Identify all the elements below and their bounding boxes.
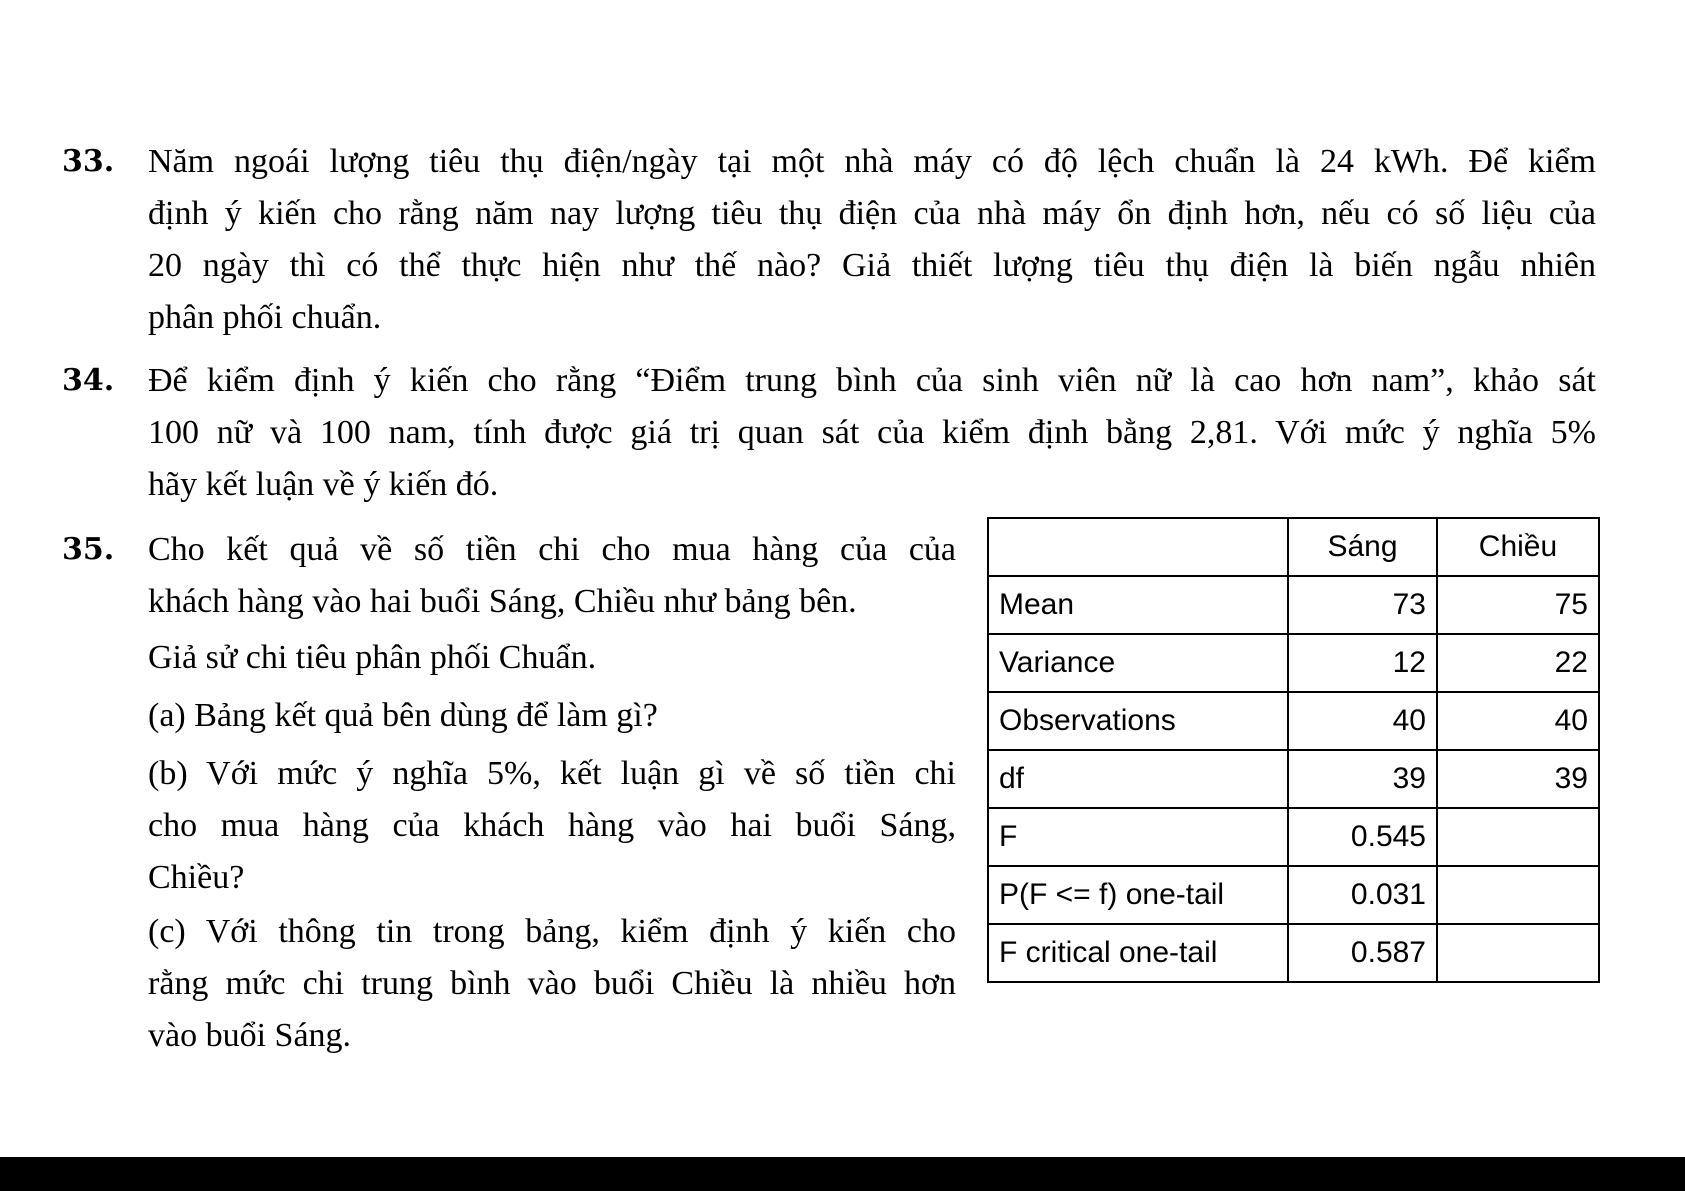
table-row xyxy=(988,750,1599,808)
cell-sang: 0.031 xyxy=(1288,866,1437,924)
table-row xyxy=(988,866,1599,924)
cell-chieu: 22 xyxy=(1437,634,1599,692)
problem-text-line: phân phối chuẩn. xyxy=(148,299,382,336)
cell-sang: 12 xyxy=(1288,634,1437,692)
table-header-row xyxy=(988,518,1599,576)
problem-number: 33. xyxy=(62,144,115,179)
problem-text-line: Chiều? xyxy=(148,859,245,896)
cell-sang: 40 xyxy=(1288,692,1437,750)
problem-text-line: cho mua hàng của khách hàng vào hai buổi Sáng, xyxy=(148,807,956,844)
problem-text-line: (a) Bảng kết quả bên dùng để làm gì? xyxy=(148,697,658,734)
problem-text-line: rằng mức chi trung bình vào buổi Chiều là nhiều hơn xyxy=(148,965,956,1002)
cell-sang: 73 xyxy=(1288,576,1437,634)
problem-text-line: 20 ngày thì có thể thực hiện như thế nào? Giả thiết lượng tiêu thụ điện là biến ngẫu nhiên xyxy=(148,247,1596,284)
cell-sang: 0.587 xyxy=(1288,924,1437,982)
cell-sang: 39 xyxy=(1288,750,1437,808)
row-label: Variance xyxy=(988,634,1288,692)
cell-chieu xyxy=(1437,808,1599,866)
table-header-cell xyxy=(988,518,1288,576)
problem-text-line: Năm ngoái lượng tiêu thụ điện/ngày tại một nhà máy có độ lệch chuẩn là 24 kWh. Để kiểm xyxy=(148,143,1596,180)
cell-chieu: 39 xyxy=(1437,750,1599,808)
row-label: df xyxy=(988,750,1288,808)
table-row xyxy=(988,576,1599,634)
row-label: Observations xyxy=(988,692,1288,750)
bottom-border xyxy=(0,1157,1685,1191)
table-header-cell: Chiều xyxy=(1437,518,1599,576)
cell-chieu: 40 xyxy=(1437,692,1599,750)
row-label: P(F <= f) one-tail xyxy=(988,866,1288,924)
row-label: F xyxy=(988,808,1288,866)
f-test-table xyxy=(987,517,1600,983)
table-row xyxy=(988,924,1599,982)
problem-number: 34. xyxy=(62,363,115,398)
table-row xyxy=(988,808,1599,866)
problem-text-line: (c) Với thông tin trong bảng, kiểm định ý kiến cho xyxy=(148,913,956,950)
problem-text-line: (b) Với mức ý nghĩa 5%, kết luận gì về số tiền chi xyxy=(148,755,956,792)
problem-text-line: khách hàng vào hai buổi Sáng, Chiều như bảng bên. xyxy=(148,583,857,620)
cell-chieu xyxy=(1437,866,1599,924)
table-row xyxy=(988,692,1599,750)
problem-text-line: vào buổi Sáng. xyxy=(148,1017,352,1054)
problem-text-line: Cho kết quả về số tiền chi cho mua hàng của của xyxy=(148,531,956,568)
problem-text-line: Giả sử chi tiêu phân phối Chuẩn. xyxy=(148,639,597,676)
table-header-cell: Sáng xyxy=(1288,518,1437,576)
problem-number: 35. xyxy=(62,532,115,567)
problem-text-line: 100 nữ và 100 nam, tính được giá trị quan sát của kiểm định bằng 2,81. Với mức ý nghĩa 5% xyxy=(148,414,1596,451)
cell-sang: 0.545 xyxy=(1288,808,1437,866)
problem-text-line: Để kiểm định ý kiến cho rằng “Điểm trung bình của sinh viên nữ là cao hơn nam”, khảo sát xyxy=(148,362,1596,399)
row-label: F critical one-tail xyxy=(988,924,1288,982)
cell-chieu: 75 xyxy=(1437,576,1599,634)
row-label: Mean xyxy=(988,576,1288,634)
problem-text-line: định ý kiến cho rằng năm nay lượng tiêu thụ điện của nhà máy ổn định hơn, nếu có số liệu của xyxy=(148,195,1596,232)
problem-text-line: hãy kết luận về ý kiến đó. xyxy=(148,466,499,503)
cell-chieu xyxy=(1437,924,1599,982)
table-row xyxy=(988,634,1599,692)
